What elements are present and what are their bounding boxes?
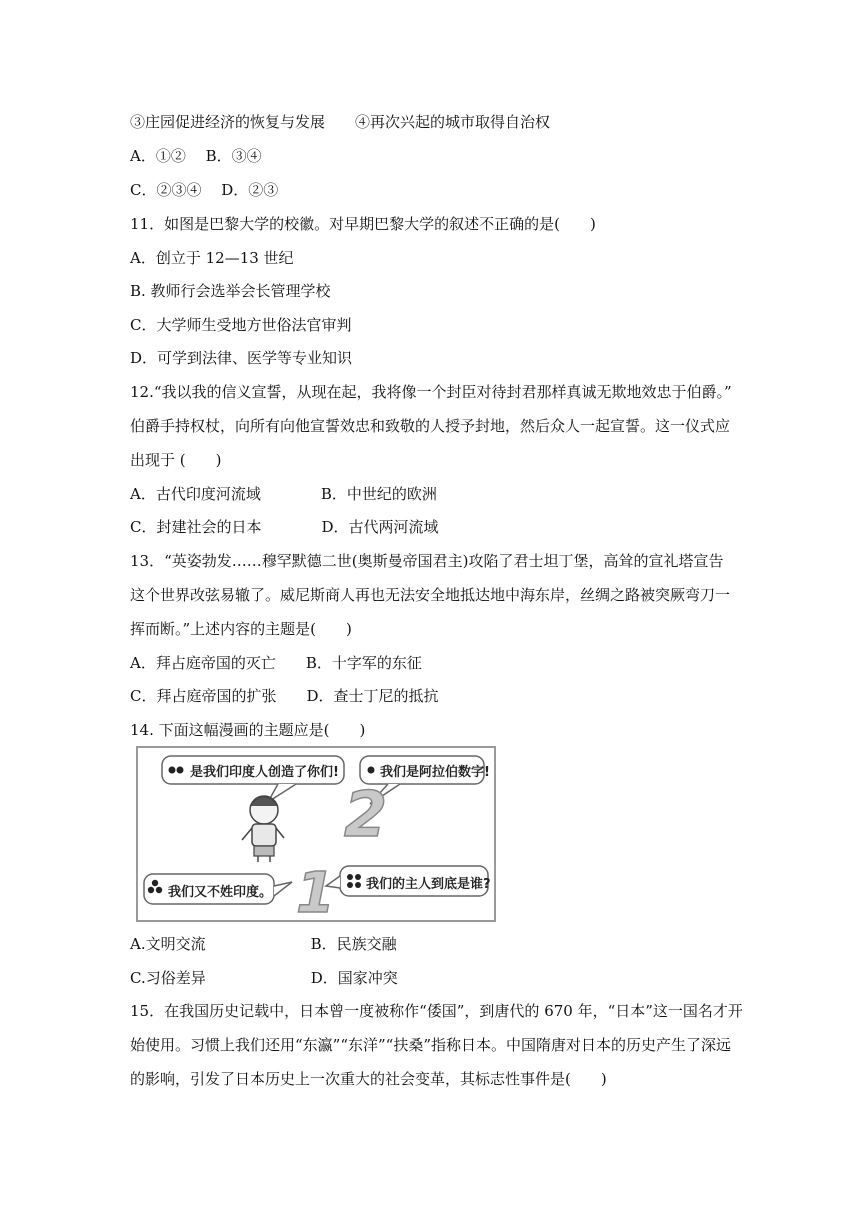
q13-stem-line-2: 这个世界改弦易辙了。威尼斯商人再也无法安全地抵达地中海东岸，丝绸之路被突厥弯刀一 <box>130 586 731 604</box>
q10-answer-cd: C．②③④ D．②③ <box>130 181 279 199</box>
q14-stem: 14. 下面这幅漫画的主题应是( ) <box>130 721 366 739</box>
q10-option-line: ③庄园促进经济的恢复与发展 ④再次兴起的城市取得自治权 <box>130 113 551 131</box>
q11-option-d: D．可学到法律、医学等专业知识 <box>130 349 353 367</box>
q14-cartoon <box>136 746 496 922</box>
q12-stem-line-2: 伯爵手持权杖，向所有向他宣誓效忠和致敬的人授予封地，然后众人一起宣誓。这一仪式应 <box>130 417 731 435</box>
q12-stem-line-1: 12.“我以我的信义宣誓，从现在起，我将像一个封臣对待封君那样真诚无欺地效忠于伯爵。” <box>130 383 732 401</box>
q11-option-b: B. 教师行会选举会长管理学校 <box>130 282 331 300</box>
q13-options-cd: C．拜占庭帝国的扩张 D．查士丁尼的抵抗 <box>130 687 439 705</box>
q12-options-cd: C．封建社会的日本 D．古代两河流域 <box>130 518 439 536</box>
q14-options-ab: A.文明交流 B．民族交融 <box>130 935 397 953</box>
q13-stem-line-1: 13．“英姿勃发……穆罕默德二世(奥斯曼帝国君主)攻陷了君士坦丁堡，高耸的宣礼塔宣告 <box>130 552 724 570</box>
q13-stem-line-3: 挥而断。”上述内容的主题是( ) <box>130 620 352 638</box>
q15-stem-line-2: 始使用。习惯上我们还用“东瀛”“东洋”“扶桑”指称日本。中国隋唐对日本的历史产生了深远 <box>130 1036 732 1054</box>
q15-stem-line-1: 15．在我国历史记载中，日本曾一度被称作“倭国”，到唐代的 670 年，“日本”这一国名才开 <box>130 1002 743 1020</box>
bubble-not-india-text: 我们又不姓印度。 <box>168 885 273 900</box>
bubble-arabic-text: 我们是阿拉伯数字! <box>380 765 490 780</box>
q12-stem-line-3: 出现于 ( ) <box>130 451 222 469</box>
q12-options-ab: A．古代印度河流域 B．中世纪的欧洲 <box>130 485 437 503</box>
digit-two: 2 <box>344 778 388 851</box>
q14-options-cd: C.习俗差异 D．国家冲突 <box>130 969 398 987</box>
digit-one: 1 <box>296 861 335 920</box>
bubble-owner-text: 我们的主人到底是谁? <box>366 877 491 892</box>
q10-answer-ab: A．①② B．③④ <box>130 147 262 165</box>
q11-stem: 11．如图是巴黎大学的校徽。对早期巴黎大学的叙述不正确的是( ) <box>130 215 596 233</box>
bubble-indian-text: 是我们印度人创造了你们! <box>190 765 339 780</box>
q11-option-c: C．大学师生受地方世俗法官审判 <box>130 316 352 334</box>
q15-stem-line-3: 的影响，引发了日本历史上一次重大的社会变革，其标志性事件是( ) <box>130 1070 607 1088</box>
q11-option-a: A．创立于 12—13 世纪 <box>130 249 294 267</box>
q13-options-ab: A．拜占庭帝国的灭亡 B．十字军的东征 <box>130 654 422 672</box>
